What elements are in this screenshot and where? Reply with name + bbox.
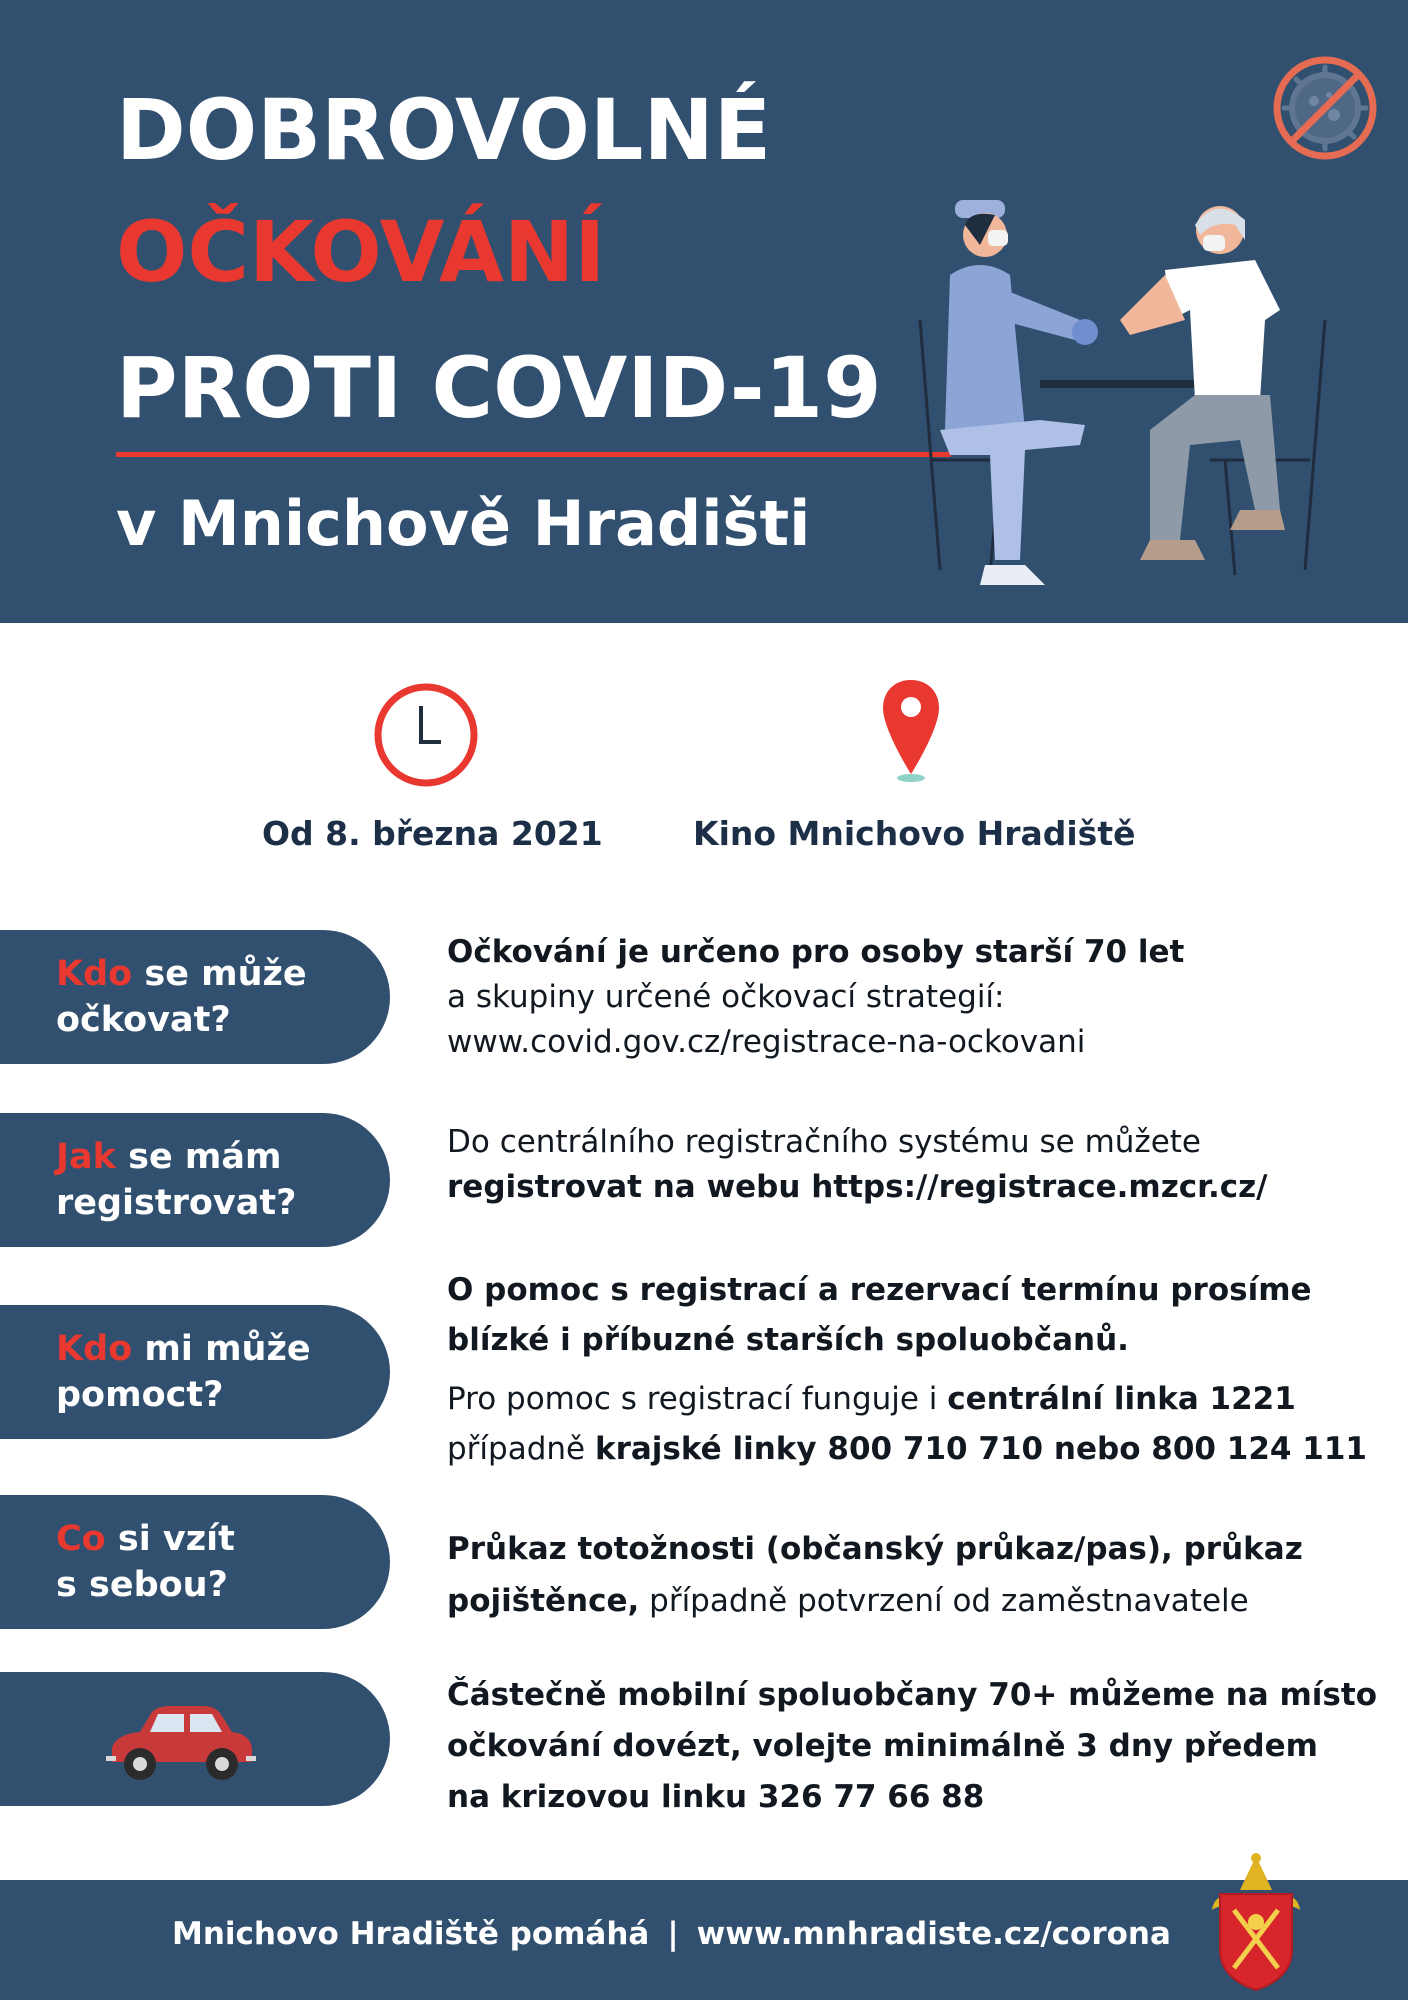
question-line-2: registrovat? <box>56 1183 297 1223</box>
question-line-1: Jak se mám <box>56 1137 282 1177</box>
title-line-1: DOBROVOLNÉ <box>116 81 772 179</box>
vaccination-illustration <box>910 180 1340 600</box>
clock-icon <box>371 680 481 790</box>
answer-transport: Částečně mobilní spoluobčany 70+ můžeme na místo očkování dovézt, volejte minimálně 3 dny předem na krizovou linku 326 77 66 88 <box>447 1677 1377 1815</box>
question-bring-pill <box>0 1495 390 1629</box>
question-line-2: s sebou? <box>56 1565 228 1605</box>
location-pin-icon <box>880 676 942 784</box>
question-who-pill <box>0 930 390 1064</box>
footer <box>0 1880 1408 2000</box>
covid-registration-link[interactable]: www.covid.gov.cz/registrace-na-ockovani <box>447 1024 1086 1060</box>
title-line-2: OČKOVÁNÍ <box>116 203 606 301</box>
registration-website-link[interactable]: registrovat na webu https://registrace.mzcr.cz/ <box>447 1169 1268 1205</box>
footer-url-link[interactable]: www.mnhradiste.cz/corona <box>696 1916 1171 1952</box>
question-line-1: Kdo se může <box>56 954 307 994</box>
footer-separator: | <box>667 1916 679 1952</box>
hero-banner <box>0 0 1408 623</box>
answer-bring: Průkaz totožnosti (občanský průkaz/pas), průkaz pojištěnce, případně potvrzení od zaměstnavatele <box>447 1531 1303 1619</box>
title-divider <box>116 452 951 457</box>
answer-help: O pomoc s registrací a rezervací termínu prosíme blízké i příbuzné starších spoluobčanů. Pro pomoc s registrací funguje i centrální linka 1221 případně krajské linky 800 710 710 nebo 800 124 111 <box>447 1272 1368 1467</box>
transport-pill <box>0 1672 390 1806</box>
subtitle: v Mnichově Hradišti <box>116 487 811 560</box>
question-line-2: očkovat? <box>56 1000 231 1040</box>
car-icon <box>100 1698 260 1784</box>
question-line-1: Co si vzít <box>56 1519 235 1559</box>
date-label: Od 8. března 2021 <box>262 814 603 853</box>
title-line-3: PROTI COVID-19 <box>116 339 882 437</box>
question-line-2: pomoct? <box>56 1375 224 1415</box>
answer-who: Očkování je určeno pro osoby starší 70 let a skupiny určené očkovací strategií: www.covid.gov.cz/registrace-na-ockovani <box>447 930 1367 1065</box>
answer-how: Do centrálního registračního systému se můžete registrovat na webu https://registrace.mzcr.cz/ <box>447 1124 1268 1205</box>
town-crest-icon <box>1210 1850 1302 1992</box>
question-help-pill <box>0 1305 390 1439</box>
footer-org: Mnichovo Hradiště pomáhá <box>172 1916 650 1952</box>
question-how-pill <box>0 1113 390 1247</box>
no-virus-icon <box>1272 55 1378 161</box>
question-line-1: Kdo mi může <box>56 1329 311 1369</box>
place-label: Kino Mnichovo Hradiště <box>693 814 1136 853</box>
